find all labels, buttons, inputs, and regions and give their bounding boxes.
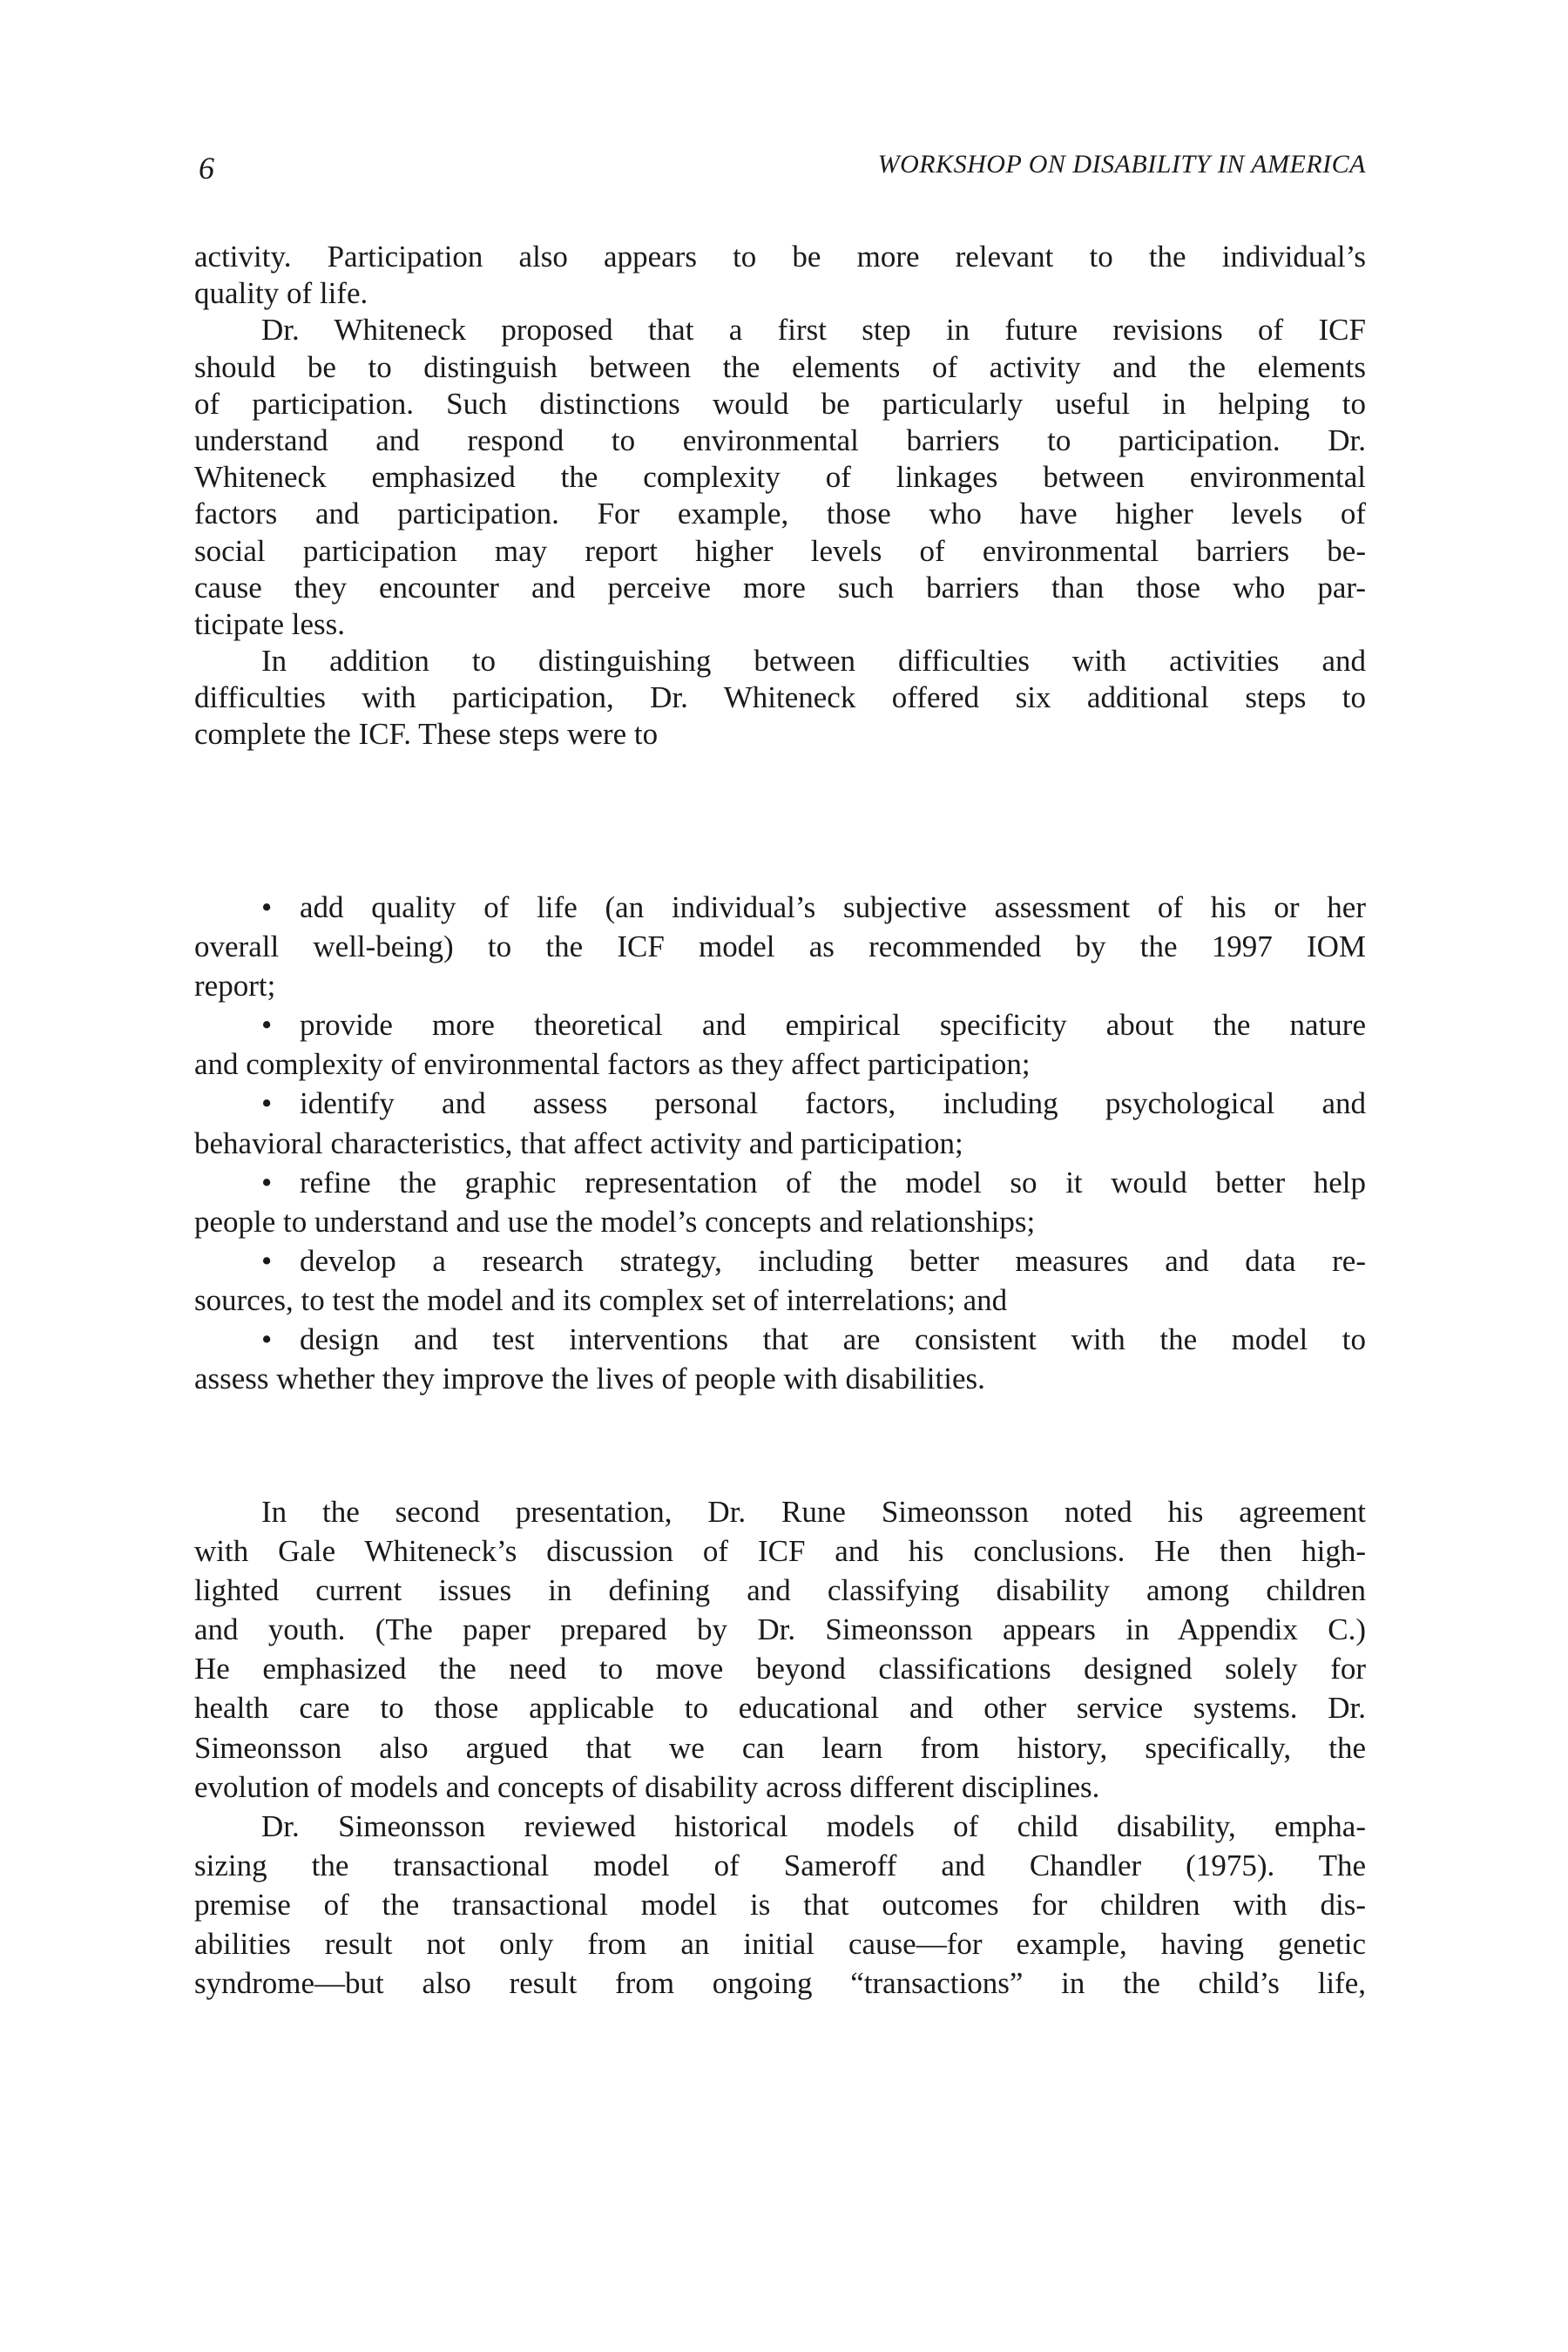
text-line: Dr. Simeonsson reviewed historical models of child disability, empha-	[261, 1808, 1366, 1843]
paragraph	[194, 1492, 1366, 1807]
text-line	[194, 1163, 1366, 1202]
text-line: with Gale Whiteneck’s discussion of ICF and his conclusions. He then high-	[194, 1534, 1366, 1569]
running-header	[194, 150, 1366, 188]
text-line: evolution of models and concepts of disability across different disciplines.	[194, 1769, 1100, 1804]
bullet-icon: •	[261, 1086, 273, 1121]
bullet-text: provide more theoretical and empirical specificity about the nature	[300, 1008, 1366, 1043]
text-line: lighted current issues in defining and classifying disability among children	[194, 1573, 1366, 1608]
text-line: ticipate less.	[194, 606, 346, 641]
text-line: factors and participation. For example, those who have higher levels of	[194, 497, 1366, 531]
text-line: difficulties with participation, Dr. Whiteneck offered six additional steps to	[194, 680, 1366, 715]
text-line: should be to distinguish between the elements of activity and the elements	[194, 349, 1366, 384]
bullet-icon: •	[261, 1322, 273, 1357]
bullet-icon: •	[261, 1165, 273, 1200]
paragraph	[194, 239, 1366, 312]
bullet-text: identify and assess personal factors, including psychological and	[300, 1086, 1366, 1121]
text-line: activity. Participation also appears to be more relevant to the individual’s	[194, 240, 1366, 274]
list-item	[194, 888, 1366, 1005]
text-line: sizing the transactional model of Sameroff and Chandler (1975). The	[194, 1848, 1366, 1882]
text-line: of participation. Such distinctions would be particularly useful in helping to	[194, 386, 1366, 421]
text-line: behavioral characteristics, that affect activity and participation;	[194, 1125, 963, 1160]
text-line: people to understand and use the model’s concepts and relationships;	[194, 1204, 1036, 1239]
text-line: Simeonsson also argued that we can learn from history, specifically, the	[194, 1730, 1366, 1765]
bullet-text: add quality of life (an individual’s subjective assessment of his or her	[300, 890, 1366, 924]
paragraph	[194, 1807, 1366, 2003]
list-item	[194, 1320, 1366, 1398]
text-line: overall well-being) to the ICF model as recommended by the 1997 IOM	[194, 929, 1366, 964]
text-line: Whiteneck emphasized the complexity of linkages between environmental	[194, 460, 1366, 495]
text-line	[194, 888, 1366, 927]
text-line: cause they encounter and perceive more such barriers than those who par-	[194, 570, 1366, 605]
list-item	[194, 1084, 1366, 1162]
text-line: He emphasized the need to move beyond classifications designed solely for	[194, 1652, 1366, 1686]
text-line	[194, 1320, 1366, 1359]
text-line: health care to those applicable to educational and other service systems. Dr.	[194, 1691, 1366, 1726]
text-line: and youth. (The paper prepared by Dr. Simeonsson appears in Appendix C.)	[194, 1612, 1366, 1647]
bullet-icon: •	[261, 1008, 273, 1043]
text-line: social participation may report higher levels of environmental barriers be-	[194, 533, 1366, 568]
text-line	[194, 1084, 1366, 1123]
bullet-icon: •	[261, 1243, 273, 1278]
text-line: and complexity of environmental factors as they affect participation;	[194, 1047, 1031, 1082]
text-line	[194, 1241, 1366, 1281]
list-item	[194, 1163, 1366, 1241]
bullet-text: develop a research strategy, including better measures and data re-	[300, 1243, 1366, 1278]
bullet-text: design and test interventions that are consistent with the model to	[300, 1322, 1366, 1357]
text-line	[194, 1005, 1366, 1044]
text-line: In the second presentation, Dr. Rune Simeonsson noted his agreement	[261, 1495, 1366, 1529]
page-number: 6	[199, 151, 214, 186]
bullet-text: refine the graphic representation of the model so it would better help	[300, 1165, 1366, 1200]
text-line: syndrome—but also result from ongoing “transactions” in the child’s life,	[194, 1966, 1366, 2001]
text-line: report;	[194, 969, 276, 1004]
running-head-title: WORKSHOP ON DISABILITY IN AMERICA	[877, 150, 1366, 179]
text-line: complete the ICF. These steps were to	[194, 717, 659, 752]
text-line: In addition to distinguishing between difficulties with activities and	[261, 644, 1366, 679]
text-line: quality of life.	[194, 276, 368, 311]
text-line: understand and respond to environmental barriers to participation. Dr.	[194, 422, 1366, 457]
bullet-list	[194, 888, 1366, 1398]
text-line: sources, to test the model and its complex set of interrelations; and	[194, 1282, 1008, 1317]
text-line: abilities result not only from an initial cause—for example, having genetic	[194, 1927, 1366, 1962]
list-item	[194, 1241, 1366, 1320]
text-line: assess whether they improve the lives of people with disabilities.	[194, 1362, 985, 1396]
body-text-top	[194, 239, 1366, 754]
text-line: Dr. Whiteneck proposed that a first step in future revisions of ICF	[261, 313, 1366, 348]
text-line: premise of the transactional model is that outcomes for children with dis-	[194, 1887, 1366, 1922]
paragraph	[194, 643, 1366, 754]
body-text-bottom	[194, 1492, 1366, 2003]
bullet-icon: •	[261, 890, 273, 924]
paragraph	[194, 312, 1366, 643]
list-item	[194, 1005, 1366, 1084]
